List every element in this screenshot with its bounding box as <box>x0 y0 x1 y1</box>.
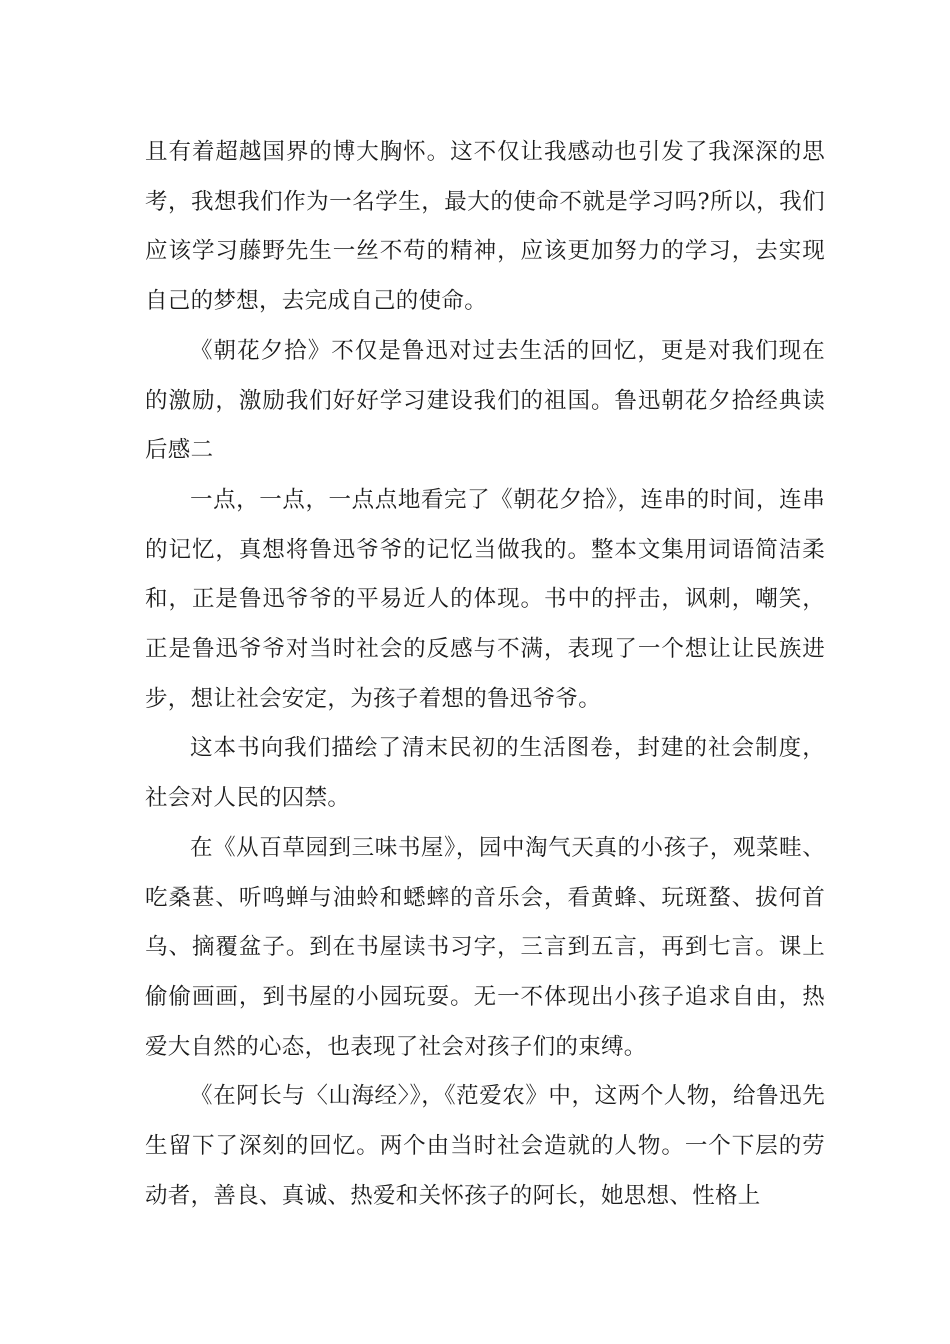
paragraph-3: 一点，一点，一点点地看完了《朝花夕拾》，连串的时间，连串的记忆，真想将鲁迅爷爷的记忆当做我的。整本文集用词语简洁柔和，正是鲁迅爷爷的平易近人的体现。书中的抨击，讽刺，嘲笑，正是鲁迅爷爷对当时社会的反感与不满，表现了一个想让让民族进步，想让社会安定，为孩子着想的鲁迅爷爷。 <box>145 486 825 712</box>
paragraph-1: 且有着超越国界的博大胸怀。这不仅让我感动也引发了我深深的思考，我想我们作为一名学生，最大的使命不就是学习吗?所以，我们应该学习藤野先生一丝不苟的精神，应该更加努力的学习，去实现自己的梦想，去完成自己的使命。 <box>145 139 825 315</box>
paragraph-2: 《朝花夕拾》不仅是鲁迅对过去生活的回忆，更是对我们现在的激励，激励我们好好学习建设我们的祖国。鲁迅朝花夕拾经典读后感二 <box>145 337 825 464</box>
document-body <box>145 128 825 1221</box>
paragraph-4: 这本书向我们描绘了清末民初的生活图卷，封建的社会制度，社会对人民的囚禁。 <box>145 735 825 812</box>
paragraph-6: 《在阿长与〈山海经〉》，《范爱农》中，这两个人物，给鲁迅先生留下了深刻的回忆。两个由当时社会造就的人物。一个下层的劳动者，善良、真诚、热爱和关怀孩子的阿长，她思想、性格上 <box>145 1083 825 1209</box>
paragraph-5: 在《从百草园到三味书屋》，园中淘气天真的小孩子，观菜畦、吃桑葚、听鸣蝉与油蛉和蟋蟀的音乐会，看黄蜂、玩斑蝥、拔何首乌、摘覆盆子。到在书屋读书习字，三言到五言，再到七言。课上偷偷画画，到书屋的小园玩耍。无一不体现出小孩子追求自由，热爱大自然的心态，也表现了社会对孩子们的束缚。 <box>145 834 825 1060</box>
